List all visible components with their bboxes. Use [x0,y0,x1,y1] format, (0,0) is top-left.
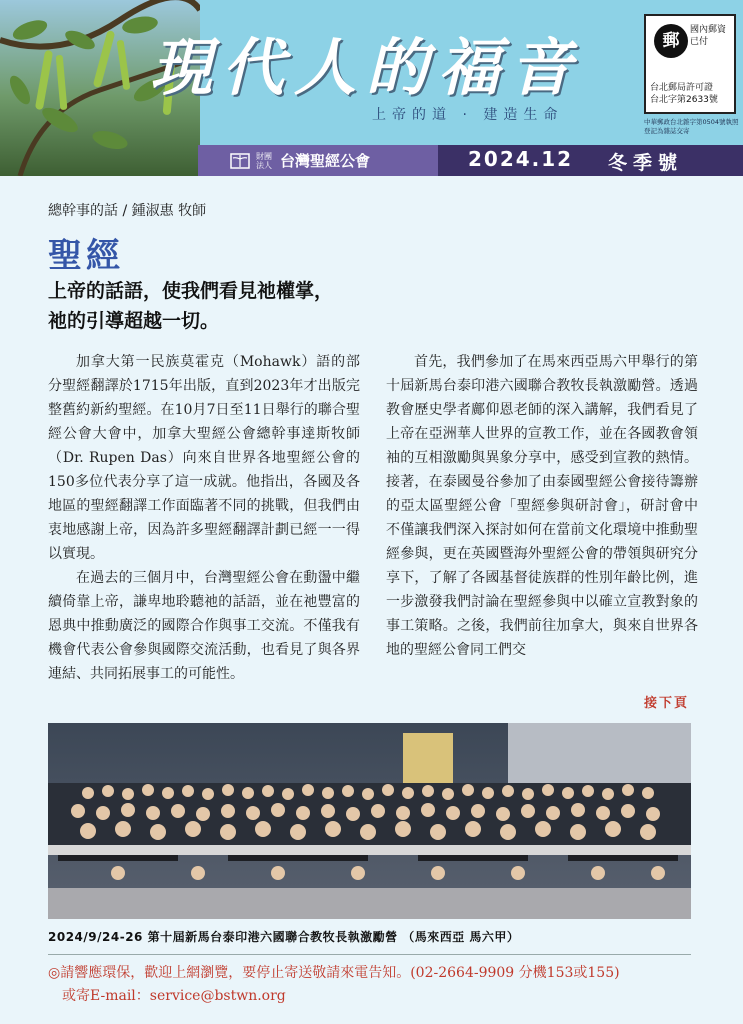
magazine-title: 現代人的福音 [150,31,583,104]
society-name: 台灣聖經公會 [280,152,371,170]
article-title: 聖經 [48,236,124,276]
paragraph: 在過去的三個月中，台灣聖經公會在動盪中繼續倚靠上帝，謙卑地聆聽祂的話語，並在祂豐富的恩典中推動廣泛的國際合作與事工交流。不僅我有機會代表公會參與國際交流活動，也看見了與各界連結、共同拓展事工的可能性。 [48,570,360,682]
paragraph: 加拿大第一民族莫霍克（Mohawk）語的部分聖經翻譯於1715年出版，直到2023年才出版完整舊約新約聖經。在10月7日至11日舉行的聯合聖經公會大會中，加拿大聖經公會總幹事達斯牧師（Dr. Rupen Das）向來自世界各地聖經公會的150多位代表分享了這一成就。他指出，各國及各地區的聖經翻譯工作面臨著不同的挑戰，但我們由衷地感謝上帝，因為許多聖經翻譯計劃已經一一得以實現。 [48,354,360,562]
postal-registration: 中華郵政台北雜字第0504號執照登記為雜誌交寄 [644,118,739,135]
postal-permit-line1: 台北郵局許可證 [650,83,714,93]
footer-notice: ◎請響應環保，歡迎上網瀏覽，要停止寄送敬請來電告知。(02-2664-9909 分機153或155) [48,965,620,981]
article-column-right [386,350,698,662]
footer-email-link[interactable]: 或寄E-mail：service@bstwn.org [62,988,286,1004]
article-subtitle [48,276,368,336]
postage-paid-notice: 國內郵資已付 [690,25,727,47]
footer-divider [48,954,691,955]
bible-society-logo-icon [230,152,250,170]
magazine-tagline: 上帝的道 · 建造生命 [372,107,564,123]
continue-next-page-link[interactable]: 接下頁 [644,696,690,711]
article-column-left [48,350,360,686]
bible-society-name [230,150,370,171]
postal-permit-line2: 台北字第2633號 [650,95,718,105]
group-photo [48,723,691,919]
masthead [0,0,743,176]
society-prefix: 財團法人 [256,151,272,170]
photo-caption: 2024/9/24-26 第十屆新馬台泰印港六國聯合教牧長執激勵營 （馬來西亞 馬六甲） [48,930,520,944]
paragraph: 首先，我們參加了在馬來西亞馬六甲舉行的第十屆新馬台泰印港六國聯合教牧長執激勵營。透過教會歷史學者鄺仰恩老師的深入講解，我們看見了上帝在亞洲華人世界的宣教工作，並在各國教會領袖的互相激勵與異象分享中，感受到宣教的熱情。接著，在泰國曼谷參加了由泰國聖經公會接待籌辦的亞太區聖經公會「聖經參與研討會」，研討會中不僅讓我們深入探討如何在當前文化環境中推動聖經參與，更在英國暨海外聖經公會的帶領與研究分享下，了解了各國基督徒族群的性別年齡比例，進一步激發我們討論在聖經參與中以確立宣教對象的事工策略。之後，我們前往加拿大，與來自世界各地的聖經公會同工們交 [386,354,698,658]
issue-season: 冬季號 [608,152,684,174]
subtitle-line-2: 祂的引導超越一切。 [48,310,220,332]
subtitle-line-1: 上帝的話語，使我們看見祂權掌， [48,280,334,302]
postal-logo-icon: 郵 [654,24,688,58]
column-byline: 總幹事的話 / 鍾淑惠 牧師 [48,203,207,219]
issue-date: 2024.12 [468,147,574,171]
group-photo-illustration [48,723,691,919]
